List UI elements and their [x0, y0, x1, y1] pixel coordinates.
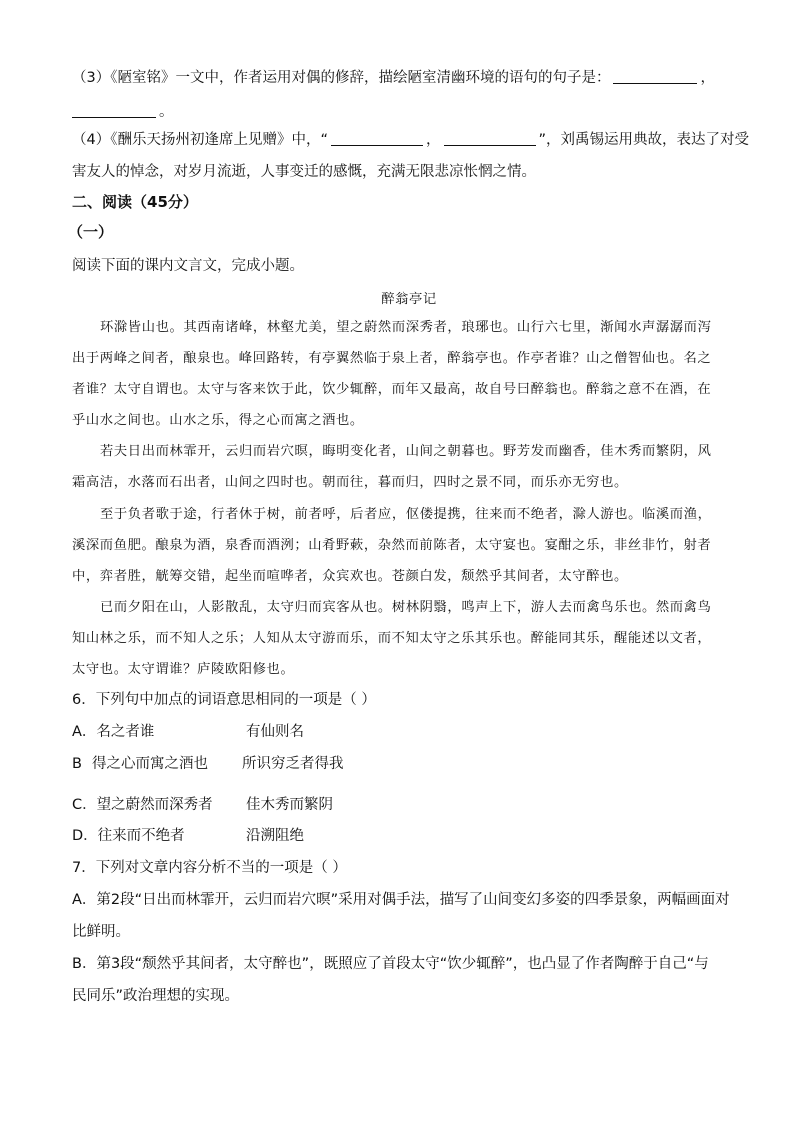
q4-text-a: （4）《酬乐天扬州初逢席上见赠》中，“ [72, 132, 328, 148]
option-left: 名之者谁 [96, 724, 155, 740]
instruction-text: 阅读下面的课内文言文，完成小题。 [72, 258, 304, 274]
part-heading: （一） [68, 223, 114, 241]
q4-text-b: ， [426, 132, 441, 148]
option-label: C． [72, 797, 97, 813]
passage-line: 太守也。太守谓谁？庐陵欧阳修也。 [72, 662, 295, 677]
q3-blank-1[interactable] [613, 69, 697, 84]
q6-option-a-right: 有仙则名 [246, 724, 304, 740]
passage-line: 至于负者歌于途，行者休于树，前者呼，后者应，伛偻提携，往来而不绝者，滁人游也。临溪而渔， [100, 507, 712, 522]
q3-end: 。 [159, 104, 174, 120]
q6-option-d-right: 沿溯阻绝 [246, 828, 304, 844]
option-label: D． [72, 828, 98, 844]
q3-line2 [72, 102, 174, 122]
passage-title: 醉翁亭记 [381, 292, 437, 307]
q7-option-b-line2: 民同乐”政治理想的实现。 [72, 988, 240, 1004]
option-left: 往来而不绝者 [97, 828, 185, 844]
q7-option-a-line1[interactable]: A．第2段“日出而林霏开，云归而岩穴暝”采用对偶手法，描写了山间变幻多姿的四季景象，两幅画面对 [72, 892, 730, 908]
q7-stem: 7．下列对文章内容分析不当的一项是（ ） [72, 860, 347, 876]
q6-option-a[interactable] [72, 722, 154, 742]
passage-line: 出于两峰之间者，酿泉也。峰回路转，有亭翼然临于泉上者，醉翁亭也。作亭者谁？山之僧智仙也。名之 [72, 351, 712, 366]
q6-option-b-right: 所识穷乏者得我 [242, 756, 344, 772]
q6-option-d[interactable] [72, 826, 185, 846]
q3-line1 [72, 68, 715, 88]
q6-stem: 6．下列句中加点的词语意思相同的一项是（ ） [72, 692, 376, 708]
q4-blank-1[interactable] [331, 131, 423, 146]
passage-line: 中，弈者胜，觥筹交错，起坐而喧哗者，众宾欢也。苍颜白发，颓然乎其间者，太守醉也。 [72, 569, 628, 584]
option-left: 得之心而寓之酒也 [91, 756, 208, 772]
q4-text-c: ”，刘禹锡运用典故，表达了对受 [538, 132, 750, 148]
q3-blank-2[interactable] [72, 103, 156, 118]
q3-text: （3）《陋室铭》一文中，作者运用对偶的修辞，描绘陋室清幽环境的语句的句子是： [72, 70, 611, 86]
q6-option-c-right: 佳木秀而繁阴 [246, 797, 333, 813]
passage-line: 霜高洁，水落而石出者，山间之四时也。朝而往，暮而归，四时之景不同，而乐亦无穷也。 [72, 475, 628, 490]
passage-line: 溪深而鱼肥。酿泉为酒，泉香而酒洌；山肴野蔌，杂然而前陈者，太守宴也。宴酣之乐，非丝非竹，射者 [72, 538, 712, 553]
q4-blank-2[interactable] [444, 131, 536, 146]
q7-option-a-line2: 比鲜明。 [72, 924, 130, 940]
q4-line2: 害友人的悼念，对岁月流逝，人事变迁的感慨，充满无限悲凉怅惘之情。 [72, 164, 536, 180]
q6-option-b[interactable] [72, 754, 208, 774]
q4-line1 [72, 130, 749, 150]
passage-line: 环滁皆山也。其西南诸峰，林壑尤美，望之蔚然而深秀者，琅琊也。山行六七里，渐闻水声潺潺而泻 [100, 320, 712, 335]
q7-option-b-line1[interactable]: B．第3段“颓然乎其间者，太守醉也”，既照应了首段太守“饮少辄醉”，也凸显了作者陶醉于自己“与 [72, 956, 709, 972]
passage-line: 若夫日出而林霏开，云归而岩穴暝，晦明变化者，山间之朝暮也。野芳发而幽香，佳木秀而繁阴，风 [100, 444, 712, 459]
option-label: B [72, 756, 82, 772]
passage-line: 已而夕阳在山，人影散乱，太守归而宾客从也。树林阴翳，鸣声上下，游人去而禽鸟乐也。然而禽鸟 [100, 600, 712, 615]
section-heading: 二、阅读（45分） [72, 193, 198, 211]
q6-option-c[interactable] [72, 795, 213, 815]
passage-line: 者谁？太守自谓也。太守与客来饮于此，饮少辄醉，而年又最高，故自号曰醉翁也。醉翁之意不在酒，在 [72, 382, 712, 397]
passage-line: 知山林之乐，而不知人之乐；人知从太守游而乐，而不知太守之乐其乐也。醉能同其乐，醒能述以文者， [72, 631, 712, 646]
passage-line: 乎山水之间也。山水之乐，得之心而寓之酒也。 [72, 413, 364, 428]
q3-comma: ， [700, 70, 715, 86]
option-label: A． [72, 724, 97, 740]
option-left: 望之蔚然而深秀者 [96, 797, 213, 813]
